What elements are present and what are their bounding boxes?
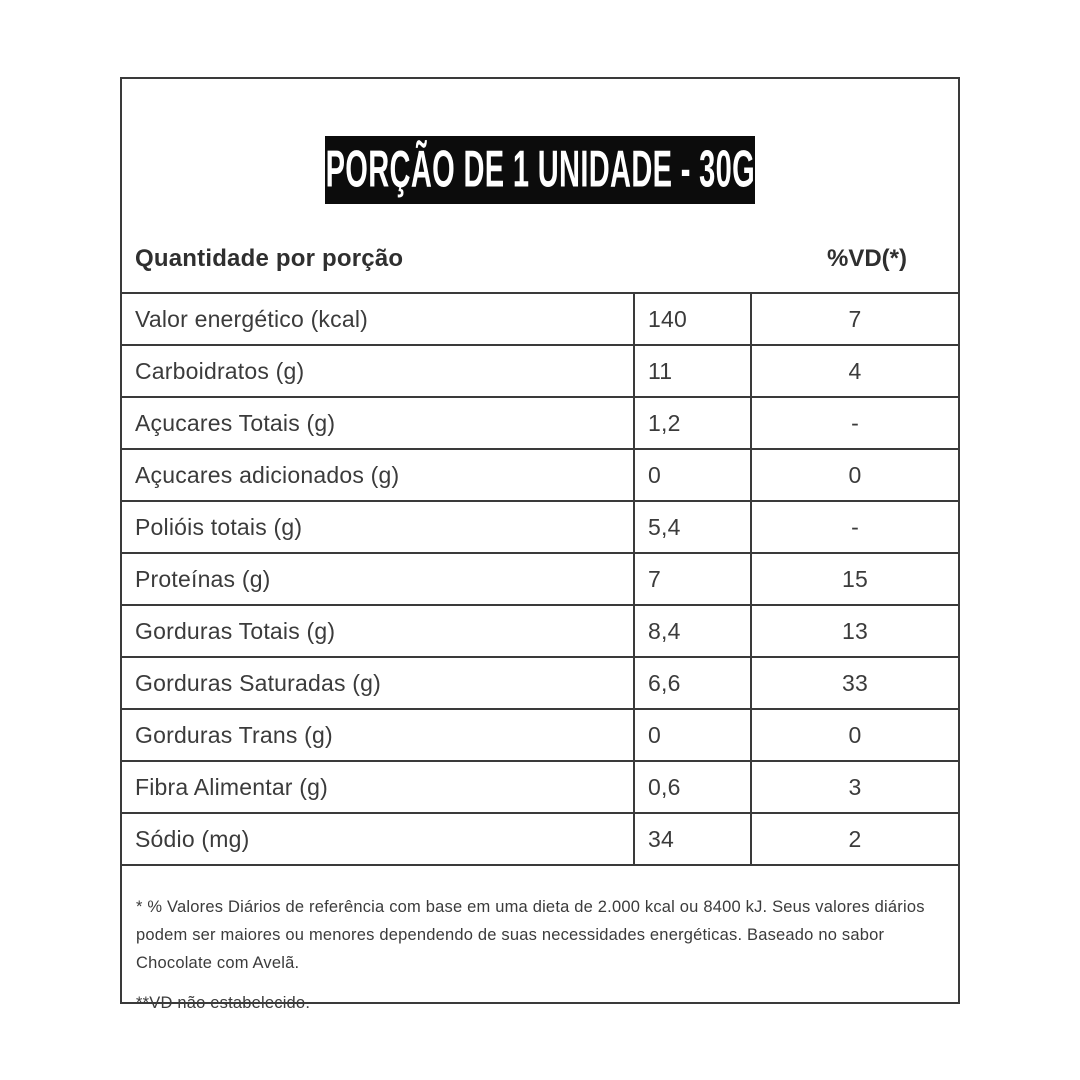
footnotes-section	[122, 865, 958, 1017]
nutrient-quantity: 1,2	[633, 398, 750, 448]
nutrient-quantity: 0	[633, 710, 750, 760]
table-row	[122, 604, 958, 656]
table-row	[122, 656, 958, 708]
quantity-per-serving-header: Quantidade por porção	[135, 245, 404, 272]
nutrient-daily-value: 13	[750, 606, 958, 656]
nutrient-daily-value: -	[750, 398, 958, 448]
serving-size-banner-text: PORÇÃO DE 1 UNIDADE - 30G	[325, 140, 755, 199]
table-row	[122, 344, 958, 396]
table-row	[122, 760, 958, 812]
nutrient-label: Gorduras Totais (g)	[135, 617, 336, 644]
table-row	[122, 552, 958, 604]
nutrient-label: Fibra Alimentar (g)	[135, 773, 328, 800]
nutrient-daily-value: 4	[750, 346, 958, 396]
table-row	[122, 396, 958, 448]
daily-value-percent-header: %VD(*)	[826, 245, 907, 272]
nutrient-quantity: 34	[633, 814, 750, 864]
table-header-row	[122, 227, 958, 291]
nutrient-daily-value: 2	[750, 814, 958, 864]
serving-size-banner	[325, 136, 755, 204]
nutrient-label: Proteínas (g)	[135, 565, 271, 592]
nutrient-quantity: 6,6	[633, 658, 750, 708]
nutrient-quantity: 7	[633, 554, 750, 604]
nutrient-quantity: 0,6	[633, 762, 750, 812]
table-row	[122, 292, 958, 344]
nutrient-label: Gorduras Trans (g)	[135, 721, 333, 748]
nutrient-label: Carboidratos (g)	[135, 357, 305, 384]
nutrient-daily-value: -	[750, 502, 958, 552]
nutrient-quantity: 11	[633, 346, 750, 396]
nutrient-label: Açucares adicionados (g)	[135, 461, 400, 488]
table-row	[122, 500, 958, 552]
nutrition-facts-card	[120, 77, 960, 1012]
nutrient-label: Sódio (mg)	[135, 825, 250, 852]
table-row	[122, 812, 958, 864]
nutrient-quantity: 0	[633, 450, 750, 500]
nutrient-quantity: 5,4	[633, 502, 750, 552]
nutrition-table	[122, 292, 958, 866]
nutrient-label: Polióis totais (g)	[135, 513, 303, 540]
nutrient-quantity: 8,4	[633, 606, 750, 656]
table-row	[122, 708, 958, 760]
daily-values-footnote: * % Valores Diários de referência com base em uma dieta de 2.000 kcal ou 8400 kJ. Seus valores diários podem ser maiores ou menores dependendo de suas necessidades energéticas. Baseado no sabor Chocolate com Avelã.	[136, 898, 925, 972]
nutrient-label: Gorduras Saturadas (g)	[135, 669, 382, 696]
nutrient-daily-value: 0	[750, 450, 958, 500]
nutrient-daily-value: 0	[750, 710, 958, 760]
nutrient-daily-value: 7	[750, 294, 958, 344]
table-row	[122, 448, 958, 500]
nutrient-daily-value: 3	[750, 762, 958, 812]
vd-not-established-footnote: **VD não estabelecido.	[136, 994, 311, 1012]
nutrient-daily-value: 15	[750, 554, 958, 604]
nutrient-label: Valor energético (kcal)	[135, 305, 368, 332]
nutrient-label: Açucares Totais (g)	[135, 409, 336, 436]
nutrient-quantity: 140	[633, 294, 750, 344]
nutrient-daily-value: 33	[750, 658, 958, 708]
